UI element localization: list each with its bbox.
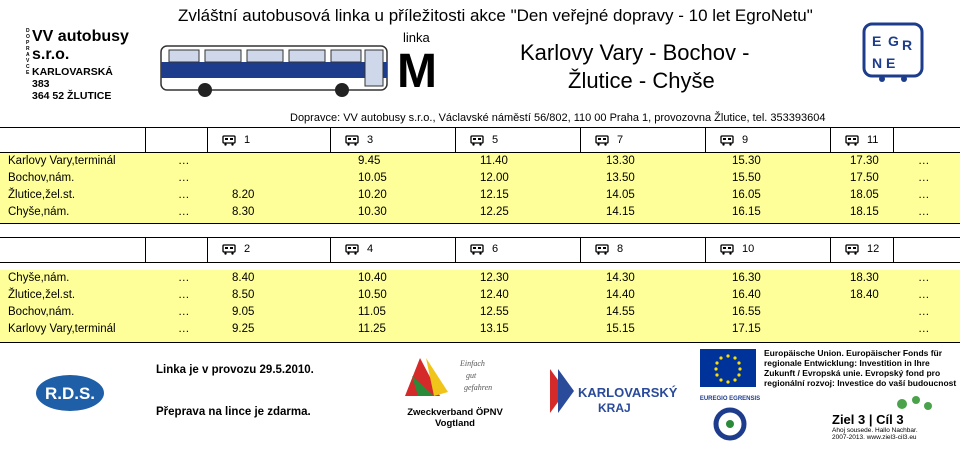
row-lead-marker: … [178,323,190,335]
stop-name: Žlutice,žel.st. [8,189,76,201]
kraj-name-2: KRAJ [598,401,631,415]
vogtland-logo [400,352,510,432]
operator-address-street: KARLOVARSKÁ 383 [32,66,113,90]
operator-name: VV autobusy s.r.o. [32,28,129,63]
trip-number [720,243,754,255]
departure-time: 14.05 [606,189,635,201]
line-letter: M [397,45,437,98]
departure-time: 9.05 [232,306,255,318]
stop-name: Žlutice,žel.st. [8,289,76,301]
row-lead-marker: … [178,272,190,284]
departure-time: 12.00 [480,172,509,184]
trip-number-label: 5 [492,134,499,146]
vogtland-slogan-1: Einfach [460,359,485,368]
trip-number [845,134,878,146]
column-divider [145,237,146,262]
departure-time: 13.50 [606,172,635,184]
operator-vertical-label: D O P R A V C E [26,28,30,76]
departure-time: 18.15 [850,206,879,218]
trip-number-label: 3 [367,134,374,146]
row-trail-marker: … [918,172,930,184]
trip-number-label: 4 [367,243,374,255]
departure-time: 10.40 [358,272,387,284]
stop-name: Chyše,nám. [8,206,70,218]
trip-number [222,134,250,146]
departure-time: 13.15 [480,323,509,335]
trip-number-label: 10 [742,243,755,255]
bus-icon [845,135,859,146]
departure-time: 12.30 [480,272,509,284]
departure-time: 12.40 [480,289,509,301]
departure-time: 17.30 [850,155,879,167]
bus-illustration [157,40,392,100]
departure-time: 15.15 [606,323,635,335]
column-divider [580,237,581,262]
departure-time: 10.05 [358,172,387,184]
departure-time: 10.20 [358,189,387,201]
column-divider [705,127,706,152]
row-lead-marker: … [178,155,190,167]
egronet-logo [862,22,924,84]
trip-number [720,134,748,146]
departure-time: 11.40 [480,155,508,167]
row-lead-marker: … [178,189,190,201]
bus-icon [470,135,484,146]
departure-time: 16.15 [732,206,761,218]
departure-time: 9.25 [232,323,255,335]
column-divider [455,127,456,152]
ziel3-logo [832,392,942,441]
departure-time: 17.15 [732,323,761,335]
trip-number-label: 12 [867,243,880,255]
row-trail-marker: … [918,306,930,318]
column-divider [455,237,456,262]
bus-icon [222,135,236,146]
bus-icon [720,244,734,255]
trip-number [470,134,498,146]
column-divider [580,127,581,152]
row-trail-marker: … [918,272,930,284]
column-divider [830,127,831,152]
departure-time: 8.30 [232,206,255,218]
trip-number-label: 7 [617,134,624,146]
bus-icon [345,135,359,146]
column-divider [893,127,894,152]
departure-time: 14.30 [606,272,635,284]
eu-line-4: regionální rozvoj: Investice do vaší budoucnost [764,378,957,388]
row-trail-marker: … [918,189,930,201]
row-trail-marker: … [918,155,930,167]
vogtland-slogan-2: gut [466,371,477,380]
euregio-egrensis-logo [690,390,770,450]
column-divider [830,237,831,262]
row-lead-marker: … [178,172,190,184]
departure-time: 8.50 [232,289,255,301]
trip-number [345,243,373,255]
row-trail-marker: … [918,323,930,335]
departure-time: 18.30 [850,272,879,284]
egronet-letter-n: N [872,55,883,71]
row-lead-marker: … [178,206,190,218]
departure-time: 12.25 [480,206,509,218]
bus-icon [470,244,484,255]
departure-time: 10.30 [358,206,387,218]
trip-number-label: 9 [742,134,749,146]
operator-address-city: 364 52 ŽLUTICE [32,90,112,102]
trip-number [470,243,498,255]
departure-time: 18.40 [850,289,879,301]
departure-time: 17.50 [850,172,879,184]
departure-time: 9.45 [358,155,381,167]
karlovarsky-kraj-logo [540,365,678,425]
departure-time: 8.40 [232,272,255,284]
trip-number [345,134,373,146]
free-transport-note: Přeprava na lince je zdarma. [156,406,311,418]
column-divider [207,237,208,262]
vogtland-name-1: Zweckverband ÖPNV [407,407,503,418]
column-divider [705,237,706,262]
departure-time: 12.15 [480,189,509,201]
column-divider [330,237,331,262]
bus-icon [845,244,859,255]
departure-time: 18.05 [850,189,879,201]
eu-flag-icon [700,349,756,387]
departure-time: 16.30 [732,272,761,284]
row-trail-marker: … [918,206,930,218]
eu-funding-text [764,348,956,388]
column-divider [330,127,331,152]
page-title: Zvláštní autobusová linka u příležitosti akce "Den veřejné dopravy - 10 let EgroNetu" [178,6,813,25]
bus-icon [345,244,359,255]
vogtland-emblem-icon [400,352,510,400]
carrier-info: Dopravce: VV autobusy s.r.o., Václavské náměstí 56/802, 110 00 Praha 1, provozovna Žlutice, tel. 353393604 [290,112,826,124]
rds-logo-text: R.D.S. [44,384,96,403]
trip-number [595,134,623,146]
stop-name: Chyše,nám. [8,272,70,284]
departure-time: 14.55 [606,306,635,318]
kraj-emblem-icon [540,365,580,415]
euregio-text: EUREGIO EGRENSIS [699,396,761,402]
departure-time: 12.55 [480,306,509,318]
row-trail-marker: … [918,289,930,301]
departure-time: 16.05 [732,189,761,201]
column-divider [207,127,208,152]
operator-logo [26,28,132,102]
stop-name: Bochov,nám. [8,172,75,184]
ziel3-title: Ziel 3 | Cíl 3 [832,412,904,427]
departure-time: 13.30 [606,155,635,167]
rds-logo [35,374,105,412]
trip-number [845,243,879,255]
trip-number-label: 1 [244,134,251,146]
stop-name: Karlovy Vary,terminál [8,323,116,335]
vogtland-slogan-3: gefahren [464,383,493,392]
bus-icon [720,135,734,146]
column-divider [893,237,894,262]
bus-icon [222,244,236,255]
departure-time: 15.30 [732,155,761,167]
row-lead-marker: … [178,306,190,318]
departure-time: 16.55 [732,306,761,318]
trip-number [595,243,623,255]
egronet-letter-r: R [902,37,913,53]
operation-date-note: Linka je v provozu 29.5.2010. [156,364,314,376]
departure-time: 14.40 [606,289,635,301]
line-label: linka [403,30,430,45]
egronet-letter-e2: E [886,55,896,71]
stop-name: Bochov,nám. [8,306,75,318]
departure-time: 10.50 [358,289,387,301]
ziel3-sub-1: Ahoj sousede. Hallo Nachbar. [832,427,918,434]
egronet-letter-g: G [888,33,899,49]
stop-name: Karlovy Vary,terminál [8,155,116,167]
vogtland-name-2: Vogtland [435,418,475,429]
trip-number-label: 8 [617,243,624,255]
trip-number [222,243,250,255]
bus-icon [595,244,609,255]
kraj-name-1: KARLOVARSKÝ [578,385,678,400]
bus-icon [595,135,609,146]
departure-time: 11.05 [358,306,386,318]
departure-time: 16.40 [732,289,761,301]
departure-time: 14.15 [606,206,635,218]
trip-number-label: 2 [244,243,251,255]
eu-line-2: regionale Entwicklung: Investition in Ihre [764,358,930,368]
trip-number-label: 6 [492,243,499,255]
egronet-letter-e1: E [872,33,882,49]
column-divider [145,127,146,152]
row-lead-marker: … [178,289,190,301]
trip-number-label: 11 [867,134,879,146]
departure-time: 8.20 [232,189,255,201]
eu-line-1: Europäische Union. Europäischer Fonds für [764,348,943,358]
departure-time: 11.25 [358,323,386,335]
ziel3-dots-icon [832,392,942,412]
ziel3-sub-2: 2007-2013. www.ziel3-cil3.eu [832,434,917,441]
departure-time: 15.50 [732,172,761,184]
eu-line-3: Zukunft / Evropská unie. Evropský fond pro [764,368,941,378]
route-title-line2: Žlutice - Chyše [568,68,715,93]
route-title-line1: Karlovy Vary - Bochov - [520,40,750,65]
